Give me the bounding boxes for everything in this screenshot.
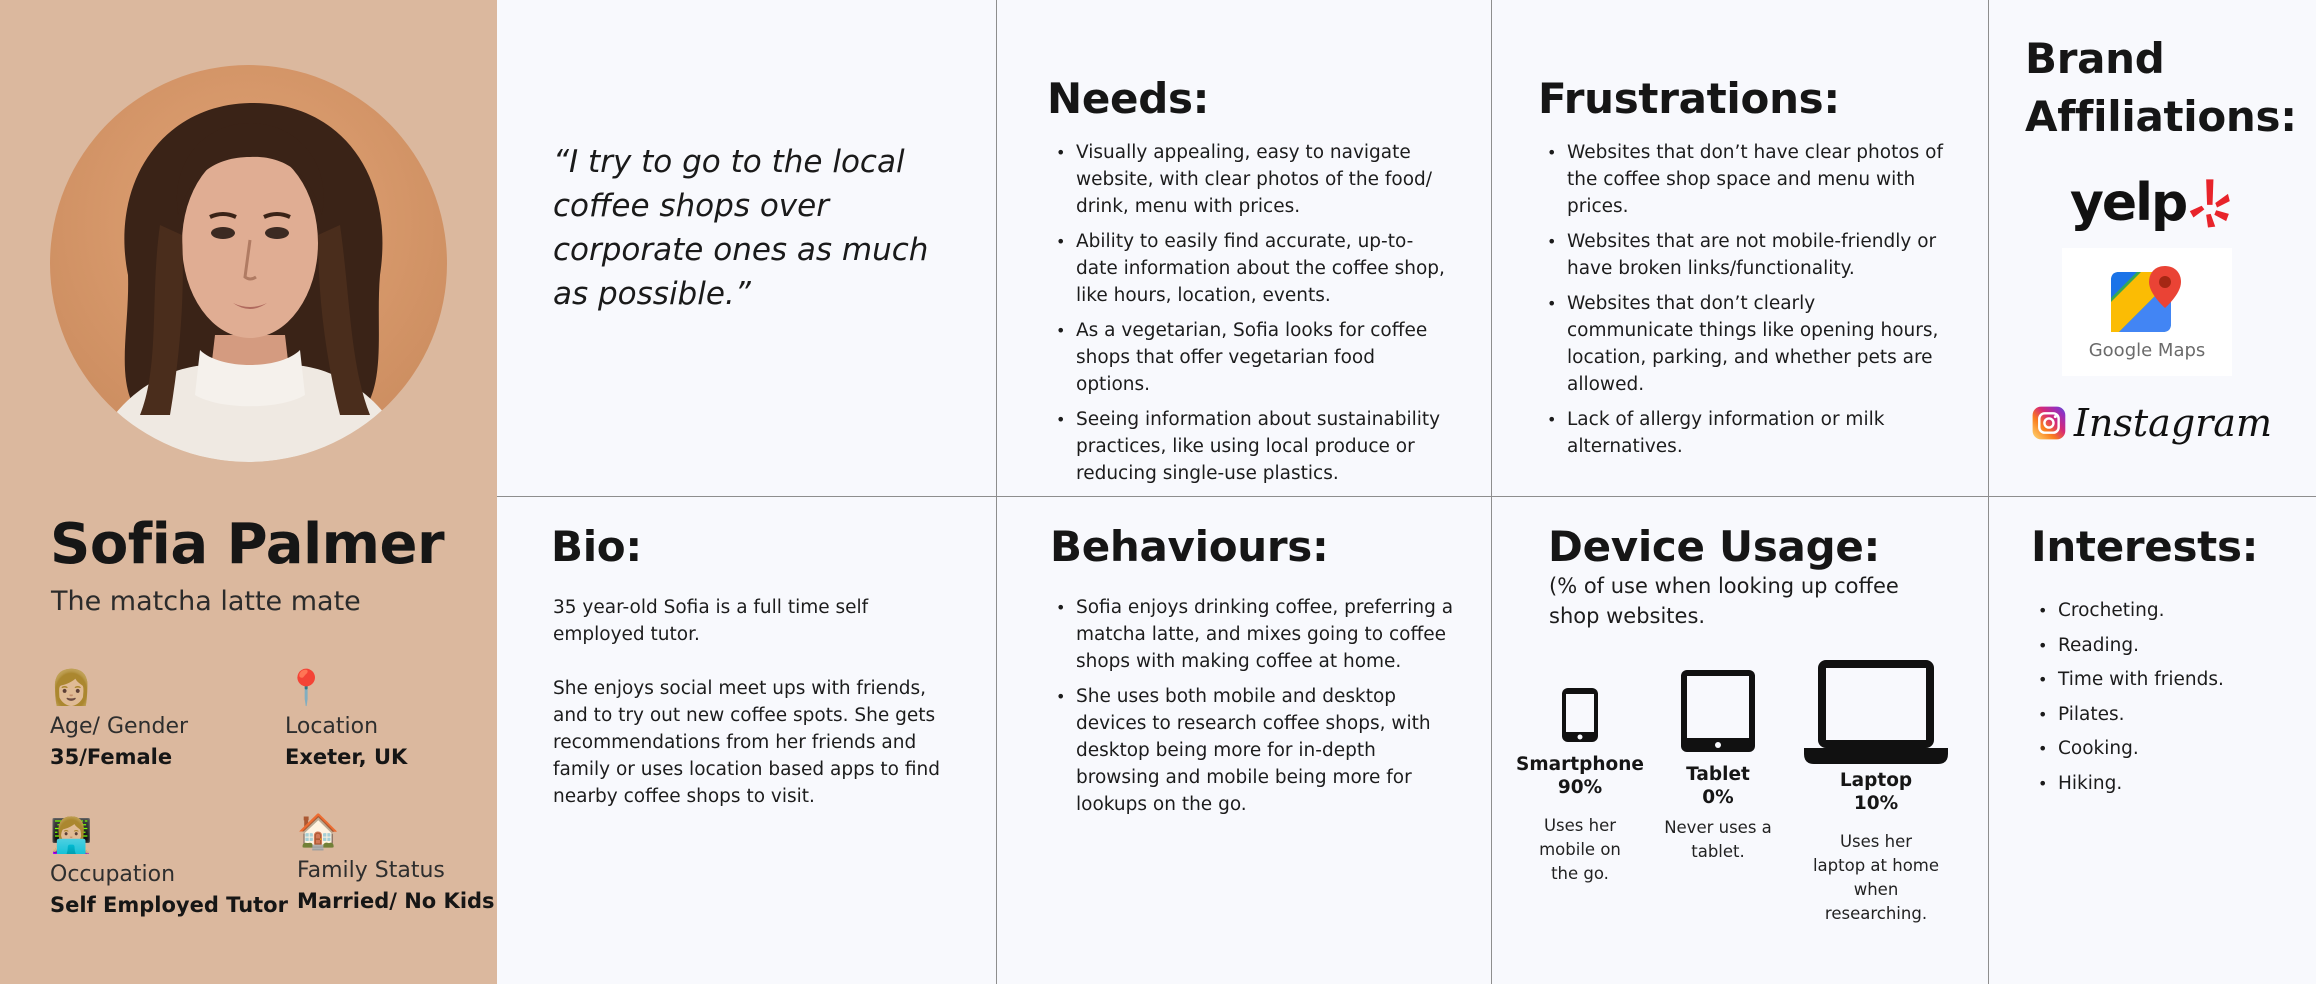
fact-label: Location [285, 714, 379, 739]
fact-label: Occupation [50, 862, 176, 887]
list-item: • Sofia enjoys drinking coffee, preferring a matcha latte, and mixes going to coffee shops with making coffee at home. [1054, 594, 1454, 675]
divider [1988, 0, 1989, 984]
needs-list [1054, 139, 1454, 495]
needs-heading: Needs: [1047, 74, 1210, 123]
device-note: Never uses a tablet. [1664, 818, 1772, 861]
device-usage-heading: Device Usage: [1548, 522, 1881, 571]
device-tablet [1655, 668, 1781, 864]
device-percent: 90% [1557, 777, 1603, 798]
divider [1491, 0, 1492, 984]
list-item: • Cooking. [2036, 735, 2296, 762]
tablet-icon [1679, 668, 1757, 754]
list-item: • Websites that don’t have clear photos of the coffee shop space and menu with prices. [1545, 139, 1945, 220]
device-percent: 0% [1702, 787, 1734, 808]
list-item: • Time with friends. [2036, 666, 2296, 693]
device-name: Smartphone [1516, 754, 1644, 775]
behaviours-heading: Behaviours: [1050, 522, 1329, 571]
fact-label: Family Status [297, 858, 445, 883]
house-icon: 🏠 [297, 812, 340, 852]
frustrations-list [1545, 139, 1945, 468]
divider [996, 0, 997, 984]
interests-list [2036, 597, 2296, 804]
yelp-wordmark: yelp [2070, 173, 2187, 233]
bio-paragraph: She enjoys social meet ups with friends, and to try out new coffee spots. She gets recommendations from her friends and family or uses location based apps to find nearby coffee shops to visit. [553, 678, 940, 807]
device-note: Uses her laptop at home when researching. [1812, 832, 1940, 923]
device-note: Uses her mobile on the go. [1539, 816, 1621, 883]
behaviours-list [1054, 594, 1454, 826]
fact-value: Married/ No Kids [297, 889, 495, 913]
fact-value: 35/Female [50, 745, 173, 769]
location-pin-icon: 📍 [285, 668, 328, 708]
instagram-logo [2032, 390, 2272, 456]
bio-paragraph: 35 year-old Sofia is a full time self employed tutor. [553, 597, 869, 645]
fact-label: Age/ Gender [50, 714, 189, 739]
brands-heading [2025, 30, 2297, 146]
google-maps-icon [2107, 264, 2187, 336]
fact-age-gender [50, 668, 188, 769]
laptop-icon [1804, 658, 1948, 766]
list-item: • Crocheting. [2036, 597, 2296, 624]
device-smartphone [1515, 686, 1645, 886]
woman-emoji-icon: 👩🏼 [50, 668, 93, 708]
list-item: • She uses both mobile and desktop devices to research coffee shops, with desktop being more for in-depth browsing and mobile being more for lookups on the go. [1054, 683, 1454, 818]
profile-sidebar [0, 0, 497, 984]
device-laptop [1796, 658, 1956, 926]
woman-laptop-emoji-icon: 👩🏼‍💻 [50, 816, 93, 856]
divider [497, 496, 2316, 497]
list-item: • Websites that don’t clearly communicate things like opening hours, location, parking, and whether pets are allowed. [1545, 290, 1945, 398]
google-maps-label: Google Maps [2088, 339, 2206, 361]
bio-text [553, 594, 953, 810]
persona-quote: “I try to go to the local coffee shops over corporate ones as much as possible.” [553, 144, 929, 312]
instagram-icon [2032, 395, 2066, 451]
fact-family-status [297, 812, 495, 913]
yelp-logo [2070, 168, 2230, 238]
brands-heading-line2: Affiliations: [2025, 92, 2297, 141]
instagram-wordmark: Instagram [2073, 401, 2272, 445]
list-item: • Lack of allergy information or milk alternatives. [1545, 406, 1945, 460]
list-item: • As a vegetarian, Sofia looks for coffee shops that offer vegetarian food options. [1054, 317, 1454, 398]
profile-photo [50, 65, 447, 462]
bio-heading: Bio: [551, 522, 642, 571]
interests-heading: Interests: [2031, 522, 2259, 571]
persona-tagline: The matcha latte mate [51, 586, 361, 617]
list-item: • Websites that are not mobile-friendly or have broken links/functionality. [1545, 228, 1945, 282]
fact-location [285, 668, 407, 769]
list-item: • Visually appealing, easy to navigate website, with clear photos of the food/ drink, menu with prices. [1054, 139, 1454, 220]
device-percent: 10% [1853, 793, 1899, 814]
brands-heading-line1: Brand [2025, 34, 2165, 83]
device-name: Tablet [1686, 764, 1750, 785]
yelp-burst-icon [2188, 175, 2230, 231]
fact-occupation [50, 816, 288, 917]
list-item: • Ability to easily find accurate, up-to-date information about the coffee shop, like hours, location, events. [1054, 228, 1454, 309]
frustrations-heading: Frustrations: [1538, 74, 1840, 123]
list-item: • Reading. [2036, 632, 2296, 659]
persona-name: Sofia Palmer [50, 512, 445, 577]
list-item: • Hiking. [2036, 770, 2296, 797]
list-item: • Seeing information about sustainability practices, like using local produce or reducing single-use plastics. [1054, 406, 1454, 487]
list-item: • Pilates. [2036, 701, 2296, 728]
fact-value: Self Employed Tutor [50, 893, 288, 917]
device-usage-subtitle: (% of use when looking up coffee shop websites. [1549, 574, 1899, 628]
device-name: Laptop [1839, 770, 1913, 791]
google-maps-logo [2062, 248, 2232, 376]
fact-value: Exeter, UK [285, 745, 408, 769]
smartphone-icon [1560, 686, 1600, 744]
